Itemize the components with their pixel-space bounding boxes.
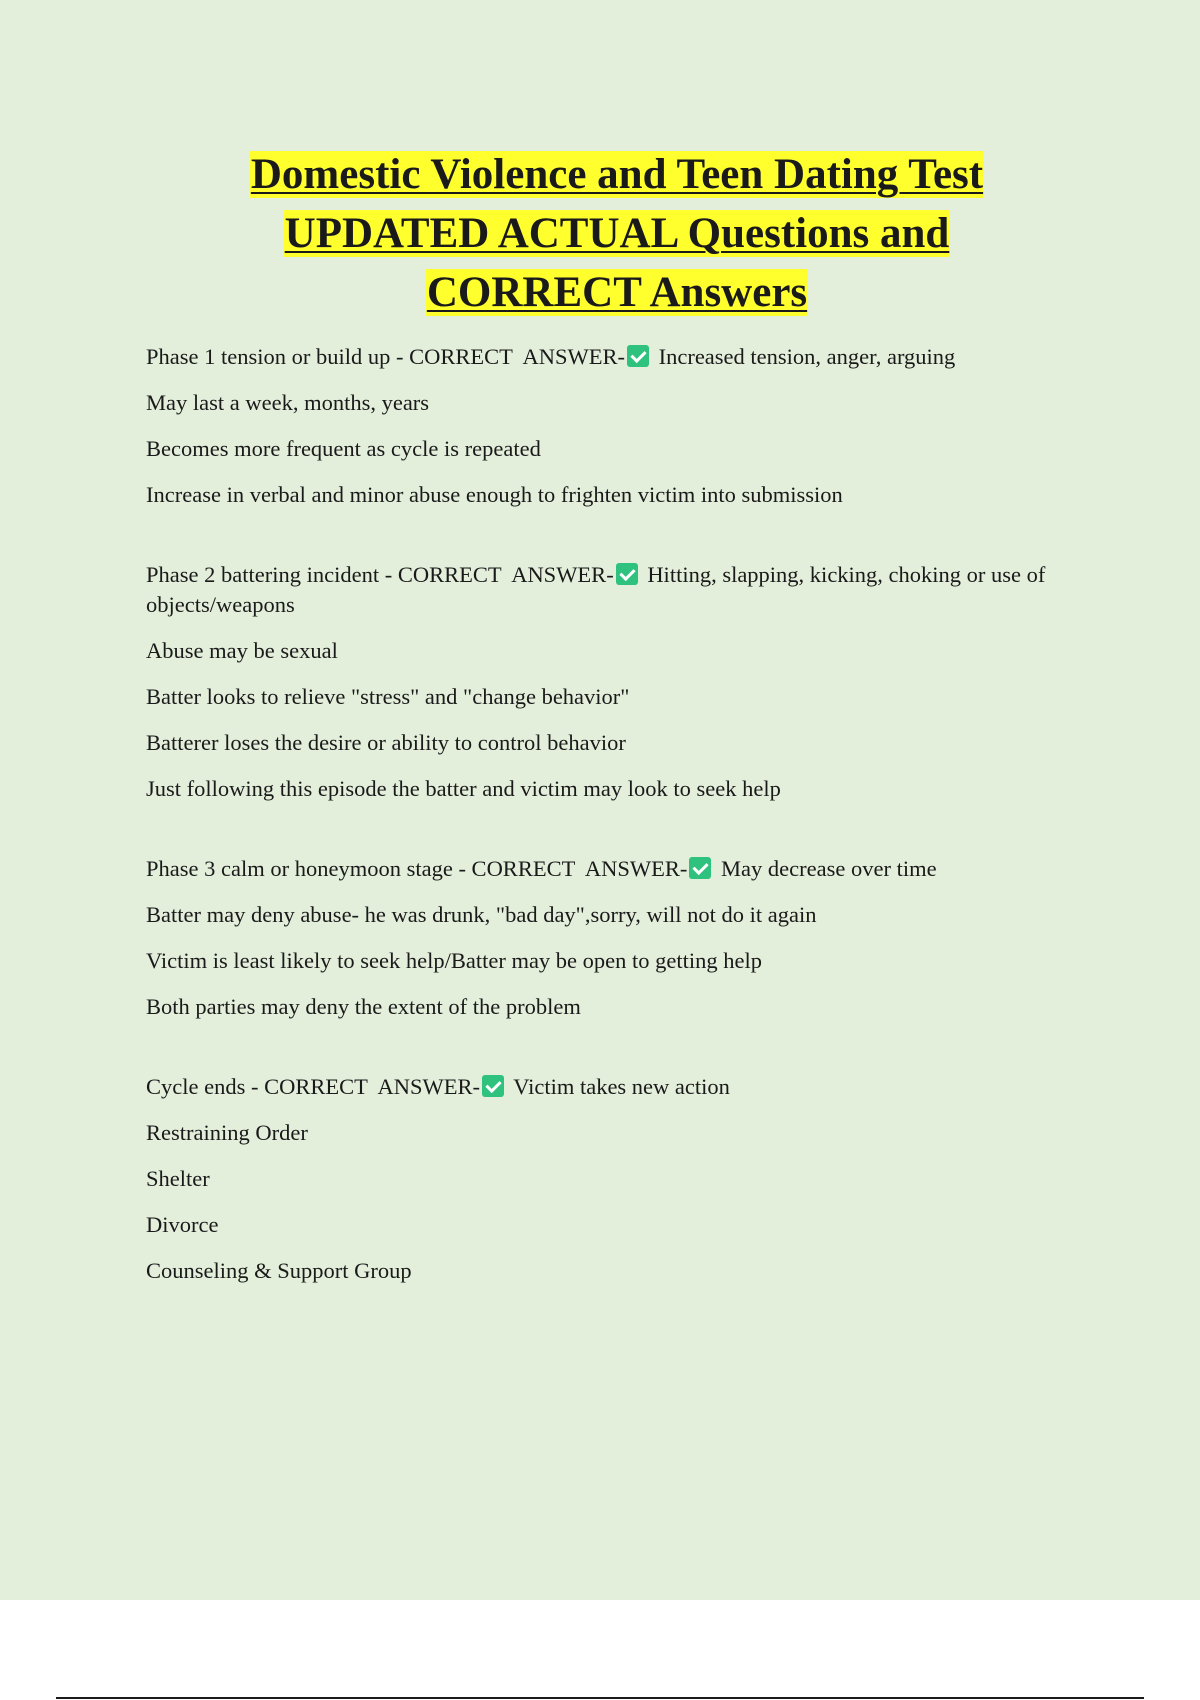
question-text: Phase 3 calm or honeymoon stage <box>146 856 453 881</box>
detail-line: Counseling & Support Group <box>146 1258 412 1283</box>
detail-line: Batterer loses the desire or ability to control behavior <box>146 730 626 755</box>
document-title <box>0 145 1200 322</box>
title-line: CORRECT Answers <box>426 269 808 316</box>
check-mark-icon <box>616 563 638 585</box>
detail-line: Batter looks to relieve "stress" and "change behavior" <box>146 684 630 709</box>
answer-marker: - CORRECT ANSWER- <box>384 562 614 587</box>
qa-question-line <box>146 342 1066 372</box>
qa-content <box>146 342 1066 1336</box>
question-text: Cycle ends <box>146 1074 246 1099</box>
qa-question-line <box>146 560 1066 620</box>
detail-line: Just following this episode the batter and victim may look to seek help <box>146 776 781 801</box>
question-text: Phase 2 battering incident <box>146 562 380 587</box>
qa-section-cycle-ends <box>146 1072 1066 1286</box>
answer-marker: - CORRECT ANSWER- <box>395 344 625 369</box>
title-line: UPDATED ACTUAL Questions and <box>284 210 950 257</box>
qa-section-phase-2 <box>146 560 1066 804</box>
check-mark-icon <box>689 857 711 879</box>
detail-line: Abuse may be sexual <box>146 638 338 663</box>
footer-divider <box>56 1697 1144 1699</box>
qa-section-phase-1 <box>146 342 1066 510</box>
answer-text: Victim takes new action <box>513 1074 730 1099</box>
answer-text: Hitting, slapping, kicking, choking or use of objects/weapons <box>146 562 1052 617</box>
answer-marker: - CORRECT ANSWER- <box>250 1074 480 1099</box>
detail-line: Restraining Order <box>146 1120 308 1145</box>
title-line: Domestic Violence and Teen Dating Test <box>250 151 984 198</box>
qa-question-line <box>146 854 1066 884</box>
answer-text: Increased tension, anger, arguing <box>658 344 956 369</box>
detail-line: Becomes more frequent as cycle is repeated <box>146 436 541 461</box>
check-mark-icon <box>482 1075 504 1097</box>
detail-line: Victim is least likely to seek help/Batter may be open to getting help <box>146 948 763 973</box>
check-mark-icon <box>627 345 649 367</box>
answer-text: May decrease over time <box>721 856 937 881</box>
detail-line: Increase in verbal and minor abuse enough to frighten victim into submission <box>146 482 843 507</box>
detail-line: May last a week, months, years <box>146 390 430 415</box>
detail-line: Both parties may deny the extent of the problem <box>146 994 581 1019</box>
qa-question-line <box>146 1072 1066 1102</box>
detail-line: Divorce <box>146 1212 219 1237</box>
answer-marker: - CORRECT ANSWER- <box>458 856 688 881</box>
qa-section-phase-3 <box>146 854 1066 1022</box>
detail-line: Batter may deny abuse- he was drunk, "bad day",sorry, will not do it again <box>146 902 817 927</box>
question-text: Phase 1 tension or build up <box>146 344 391 369</box>
detail-line: Shelter <box>146 1166 210 1191</box>
